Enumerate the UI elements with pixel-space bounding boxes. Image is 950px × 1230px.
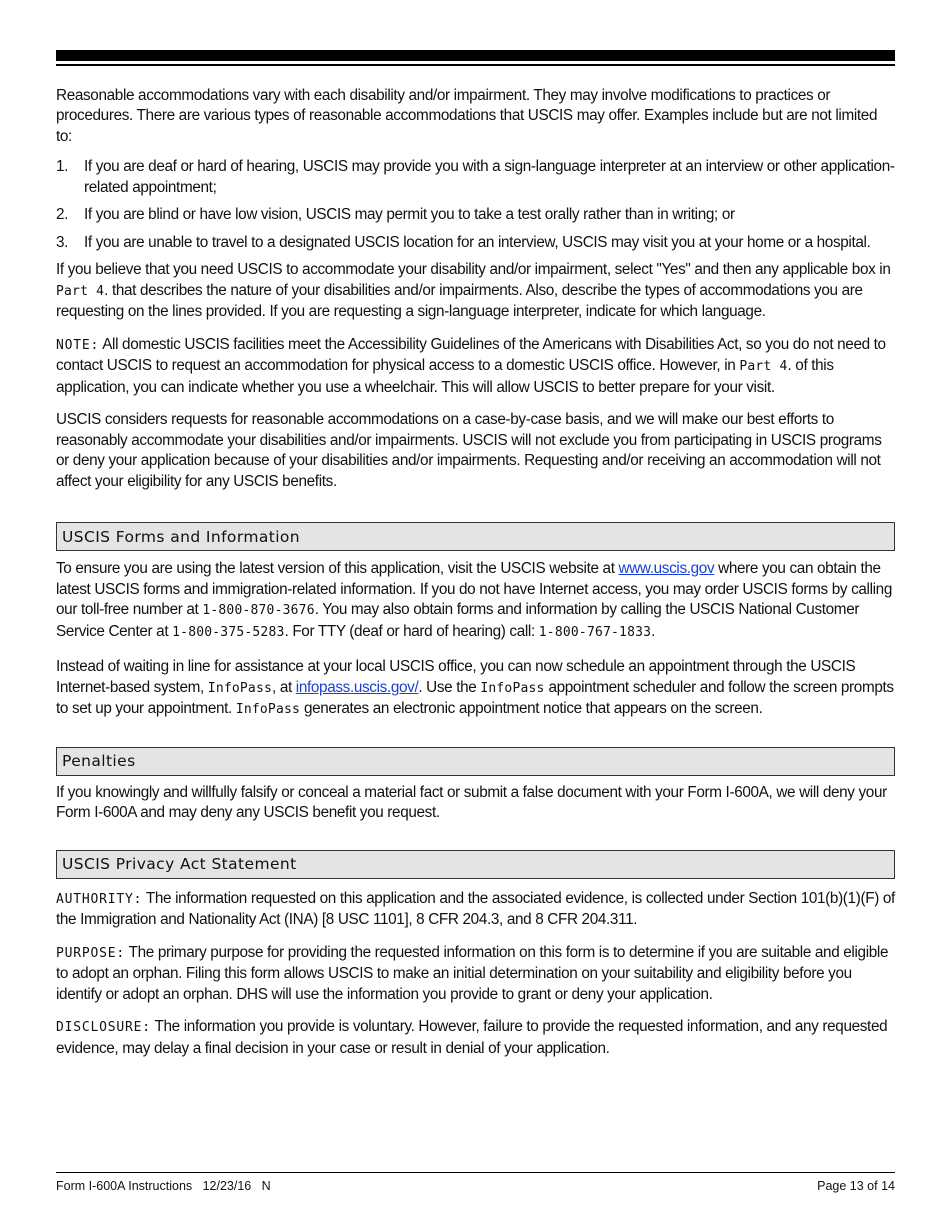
header-thin-rule [56, 64, 895, 66]
infopass-paragraph: Instead of waiting in line for assistance at your local USCIS office, you can now schedule an appointment through the USCIS Internet-based system, InfoPass, at infopass.uscis.gov/. Use the InfoPass appointment scheduler and follow the screen prompts to set up your appointment. InfoPass generates an electronic appointment notice that appears on the screen. [56, 658, 894, 717]
list-item: 3. If you are unable to travel to a designated USCIS location for an interview, USCIS may visit you at your home or a hospital. [56, 233, 871, 251]
phone-number: 1-800-767-1833 [538, 624, 652, 640]
footer-form-id: Form I-600A Instructions 12/23/16 N [56, 1179, 271, 1193]
disclosure-label: DISCLOSURE: [56, 1020, 151, 1035]
phone-number: 1-800-375-5283 [172, 624, 285, 640]
penalties-paragraph: If you knowingly and willfully falsify or conceal a material fact or submit a false document with your Form I-600A, we will deny your Form I-600A and may deny any USCIS benefit you request. [56, 783, 887, 821]
authority-label: AUTHORITY: [56, 891, 143, 907]
list-item: 2. If you are blind or have low vision, USCIS may permit you to take a test orally rather than in writing; or [56, 206, 735, 223]
accommodation-request-paragraph: If you believe that you need USCIS to accommodate your disability and/or impairment, select "Yes" and then any applicable box in Part 4. that describes the nature of your disabilities and/or impairments. Also, describe the types of accommodations you are requesting on the lines provided. If you are requesting a sign-language interpreter, indicate for which language. [56, 261, 891, 320]
authority-paragraph: AUTHORITY: The information requested on this application and the associated evidence, is collected under Section 101(b)(1)(F) of the Immigration and Nationality Act (INA) [8 USC 1101], 8 CFR 204.3, and 8 CFR 204.311. [56, 889, 895, 928]
section-heading-penalties: Penalties [56, 747, 895, 776]
case-by-case-paragraph: USCIS considers requests for reasonable accommodations on a case-by-case basis, and we will make our best efforts to reasonably accommodate your disabilities and/or impairments. USCIS will not exclude you from participating in USCIS programs or deny your application because of your disabilities and/or impairments. Requesting and/or receiving an accommodation will not affect your eligibility for any USCIS benefits. [56, 411, 882, 490]
infopass-link[interactable]: infopass.uscis.gov/ [295, 678, 419, 696]
footer-page-number: Page 13 of 14 [817, 1179, 895, 1193]
forms-info-paragraph: To ensure you are using the latest version of this application, visit the USCIS website at www.uscis.gov where you can obtain the latest USCIS forms and immigration-related information. If you do not have Internet access, you may order USCIS forms by calling our toll-free number at 1-800-870-3676. You may also obtain forms and information by calling the USCIS National Customer Service Center at 1-800-375-5283. For TTY (deaf or hard of hearing) call: 1-800-767-1833. [56, 560, 892, 640]
section-heading-forms: USCIS Forms and Information [56, 522, 895, 551]
purpose-paragraph: PURPOSE: The primary purpose for providing the requested information on this form is to determine if you are suitable and eligible to adopt an orphan. Filing this form allows USCIS to make an initial determination on your suitability and eligibility before you identify or adopt an orphan. DHS will use the information you provide to grant or deny your application. [56, 943, 889, 1003]
accommodation-examples-list [56, 157, 895, 253]
uscis-website-link[interactable]: www.uscis.gov [618, 560, 715, 577]
purpose-label: PURPOSE: [56, 945, 126, 961]
note-paragraph: NOTE: All domestic USCIS facilities meet the Accessibility Guidelines of the Americans with Disabilities Act, so you do not need to contact USCIS to request an accommodation for physical access to a domestic USCIS office. However, in Part 4. of this application, you can indicate whether you use a wheelchair. This will allow USCIS to better prepare for your visit. [56, 335, 886, 396]
header-thick-rule [56, 50, 895, 61]
list-item: 1. If you are deaf or hard of hearing, USCIS may provide you with a sign-language interpreter at an interview or other application-related appointment; [56, 158, 895, 196]
intro-paragraph: Reasonable accommodations vary with each disability and/or impairment. They may involve modifications to practices or procedures. There are various types of reasonable accommodations that USCIS may offer. Examples include but are not limited to: [56, 86, 878, 145]
disclosure-paragraph: DISCLOSURE: The information you provide is voluntary. However, failure to provide the requested information, and any requested evidence, may delay a final decision in your case or result in denial of your application. [56, 1018, 888, 1057]
page-footer [56, 1172, 895, 1193]
phone-number: 1-800-870-3676 [202, 603, 315, 618]
section-heading-privacy: USCIS Privacy Act Statement [56, 850, 895, 879]
note-label: NOTE: [56, 337, 100, 353]
document-page [56, 50, 895, 1059]
